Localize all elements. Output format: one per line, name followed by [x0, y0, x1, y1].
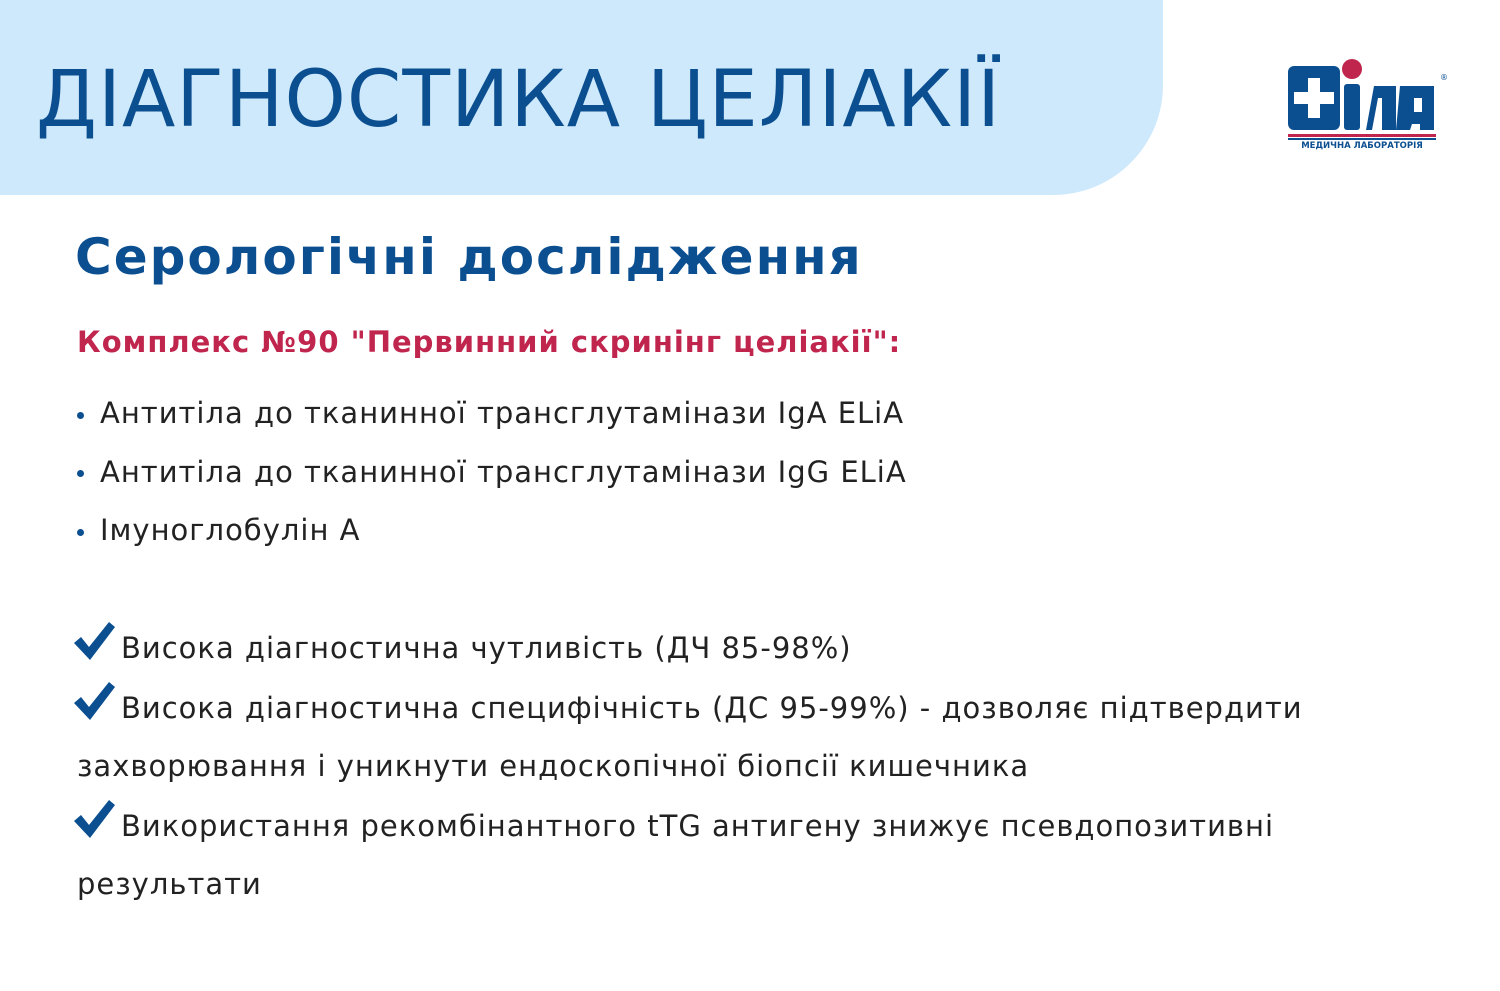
checkmark-icon [71, 678, 117, 724]
test-list [77, 384, 907, 560]
checkmark-icon [71, 796, 117, 842]
test-name: Антитіла до тканинної трансглутамінази IgA ELiA [100, 396, 905, 431]
list-item [77, 443, 907, 502]
page-title: ДІАГНОСТИКА ЦЕЛІАКІЇ [36, 55, 1002, 145]
test-name: Антитіла до тканинної трансглутамінази IgG ELiA [100, 454, 907, 489]
checkmark-icon [71, 618, 117, 664]
list-item [77, 384, 907, 443]
feature-item [77, 796, 1397, 914]
logo-tagline: МЕДИЧНА ЛАБОРАТОРІЯ [1301, 141, 1423, 151]
feature-item [77, 678, 1397, 796]
feature-text: Висока діагностична чутливість (ДЧ 85-98%) [121, 631, 852, 665]
test-name: Імуноглобулін А [100, 513, 361, 548]
section-subtitle: Серологічні дослідження [75, 228, 863, 286]
feature-text: Висока діагностична специфічність (ДС 95-99%) - дозволяє підтвердити захворювання і уникнути ендоскопічної біопсії кишечника [77, 690, 1303, 783]
bullet-icon [77, 470, 84, 477]
svg-text:®: ® [1440, 73, 1448, 82]
list-item [77, 501, 907, 560]
feature-item [77, 618, 1397, 678]
feature-list [77, 618, 1397, 914]
bullet-icon [77, 412, 84, 419]
feature-text: Використання рекомбінантного tTG антигену знижує псевдопозитивні результати [77, 808, 1275, 901]
complex-title: Комплекс №90 "Первинний скринінг целіакії": [77, 325, 902, 359]
bullet-icon [77, 529, 84, 536]
dila-logo [1284, 56, 1446, 150]
